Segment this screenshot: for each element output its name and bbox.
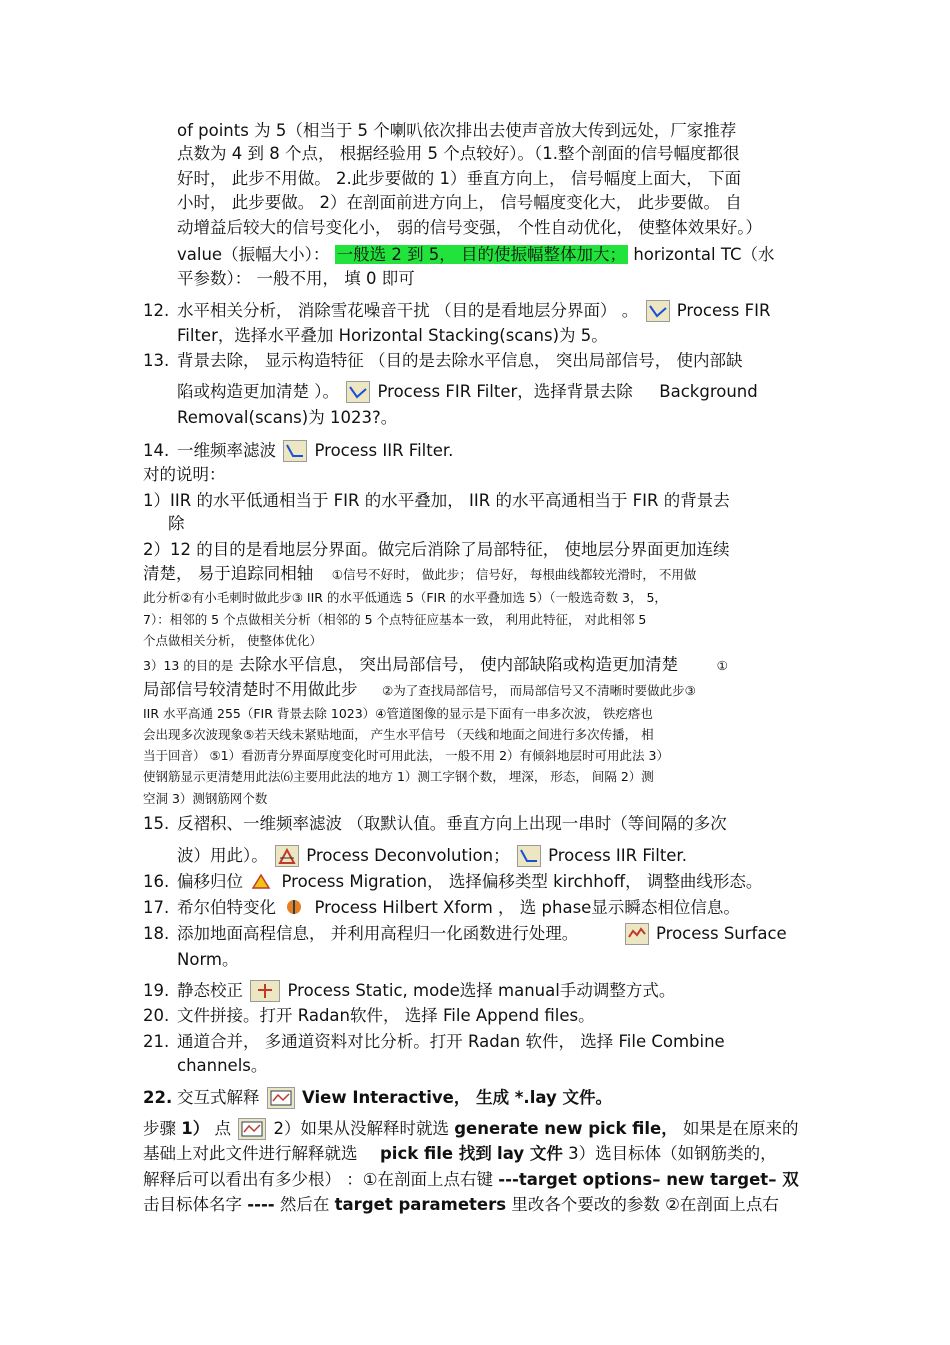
text-segment: 局部信号较清楚时不用做此步 [143,680,358,699]
text-line: 7）：相邻的 5 个点做相关分析（相邻的 5 个点特征应基本一致， 利用此特征， 对此相邻 5 [143,612,647,627]
fir-filter-icon[interactable] [646,300,670,322]
text-line: Filter，选择水平叠加 Horizontal Stacking(scans)为 5。 [177,326,608,345]
list-number: 20. [143,1006,170,1025]
text-line: 此分析②有小毛刺时做此步③ IIR 的水平低通选 5（FIR 的水平叠加选 5）（一般选奇数 3， 5， [143,590,667,605]
text-line [177,244,775,266]
text-segment: pick file 找到 [380,1144,492,1163]
text-line: 点数为 4 到 8 个点， 根据经验用 5 个点较好）。（1.整个剖面的信号幅度都很 [177,144,740,163]
list-number: 13. [143,351,170,370]
text-line [177,897,740,919]
text-line: 空洞 3）测钢筋网个数 [143,791,268,806]
text-line: 动增益后较大的信号变化小， 弱的信号变强， 个性自动优化， 使整体效果好。） [177,218,762,237]
list-number: 14. [143,441,170,460]
text-segment: 水平相关分析， 消除雪花噪音干扰 （目的是看地层分界面） 。 [177,301,639,320]
text-line: 当于回音） ⑤1）看沥青分界面厚度变化时可用此法， 一般不用 2）有倾斜地层时可用此法 3） [143,748,669,763]
text-segment: generate new pick file， [454,1119,678,1138]
iir-filter-icon[interactable] [517,845,541,867]
text-line: Norm。 [177,950,239,969]
text-line [143,1118,798,1140]
text-segment: Process FIR Filter，选择背景去除 [377,382,633,401]
text-segment: value（振幅大小）： [177,245,330,264]
text-line [177,845,687,867]
text-segment: 步骤 [143,1119,176,1138]
text-line [177,1087,612,1109]
text-line: Removal(scans)为 1023?。 [177,408,398,427]
text-segment: lay 文件 [497,1144,563,1163]
text-segment: 2）如果从没解释时就选 [273,1119,449,1138]
list-number: 15. [143,814,170,833]
migration-icon[interactable] [250,871,274,893]
text-line [177,381,758,403]
text-segment: 偏移归位 [177,872,243,891]
text-line [143,679,696,701]
text-line: 会出现多次波现象⑤若天线未紧贴地面， 产生水平信号 （天线和地面之间进行多次传播， 相 [143,727,654,742]
text-line [177,300,770,322]
text-line: channels。 [177,1056,268,1075]
text-segment: Process Migration， 选择偏移类型 kirchhoff， 调整曲线形态。 [281,872,763,891]
iir-filter-icon[interactable] [283,440,307,462]
text-segment: Background [659,382,758,401]
text-segment: Process Deconvolution； [306,846,510,865]
list-number: 22. [143,1088,173,1107]
list-number: 16. [143,872,170,891]
highlighted-text: 一般选 2 到 5， 目的使振幅整体加大； [336,245,627,264]
text-line: 除 [168,514,185,533]
text-line: 个点做相关分析， 使整体优化） [143,633,322,648]
text-segment: ---- [247,1195,275,1214]
text-line: 背景去除， 显示构造特征 （目的是去除水平信息， 突出局部信号， 使内部缺 [177,351,743,370]
text-segment: 如果是在原来的 [682,1119,799,1138]
text-segment: horizontal TC（水 [633,245,775,264]
text-line: 2）12 的目的是看地层分界面。做完后消除了局部特征， 使地层分界面更加连续 [143,540,730,559]
text-segment: Process IIR Filter. [314,441,454,460]
interactive-view-icon[interactable] [267,1087,295,1109]
interactive-view-icon[interactable] [238,1118,266,1140]
text-segment: 添加地面高程信息， 并利用高程归一化函数进行处理。 [177,924,579,943]
text-segment: 1） [181,1119,210,1138]
text-line: 通道合并， 多通道资料对比分析。打开 Radan 软件， 选择 File Combine [177,1032,725,1051]
text-line [177,980,675,1002]
text-segment: Process Surface [656,924,787,943]
text-line: 好时， 此步不用做。 2.此步要做的 1）垂直方向上， 信号幅度上面大， 下面 [177,169,741,188]
text-line: 反褶积、一维频率滤波 （取默认值。垂直方向上出现一串时（等间隔的多次 [177,814,727,833]
text-segment: 点 [214,1119,231,1138]
text-line: of points 为 5（相当于 5 个喇叭依次排出去使声音放大传到远处，厂家推荐 [177,121,737,140]
text-segment: Process Static, mode选择 manual手动调整方式。 [287,981,676,1000]
text-line: 使钢筋显示更清楚用此法⑹主要用此法的地方 1）测工字钢个数， 埋深， 形态， 间隔 2）测 [143,769,654,784]
text-line [143,563,696,585]
text-segment: View Interactive， 生成 *.lay 文件。 [302,1088,612,1107]
text-segment: ① [716,658,728,673]
list-number: 17. [143,898,170,917]
text-segment: ②为了查找局部信号， 而局部信号又不清晰时要做此步③ [382,683,696,698]
text-line: 对的说明： [143,465,226,484]
text-segment: Process FIR [676,301,771,320]
list-number: 21. [143,1032,170,1051]
text-segment: 去除水平信息， 突出局部信号， 使内部缺陷或构造更加清楚 [238,655,679,674]
list-number: 18. [143,924,170,943]
text-line: 文件拼接。打开 Radan软件， 选择 File Append files。 [177,1006,595,1025]
text-segment: target parameters [334,1195,507,1214]
deconvolution-icon[interactable] [275,845,299,867]
text-segment: 希尔伯特变化 [177,898,276,917]
text-segment: 基础上对此文件进行解释就选 [143,1144,358,1163]
text-segment: 静态校正 [177,981,243,1000]
list-number: 12. [143,301,170,320]
text-segment: Process Hilbert Xform ， 选 phase显示瞬态相位信息。 [314,898,740,917]
text-line [177,440,453,462]
fir-filter-icon[interactable] [346,381,370,403]
text-segment: 清楚， 易于追踪同相轴 [143,564,314,583]
list-number: 19. [143,981,170,1000]
text-segment: 波）用此）。 [177,846,268,865]
static-icon[interactable] [250,980,280,1002]
text-line: 1）IIR 的水平低通相当于 FIR 的水平叠加， IIR 的水平高通相当于 FIR 的背景去 [143,491,730,510]
text-segment: 交互式解释 [177,1088,260,1107]
text-segment: 然后在 [279,1195,330,1214]
text-segment: 3）13 的目的是 [143,658,234,673]
surface-norm-icon[interactable] [625,923,649,945]
text-line: 平参数）： 一般不用， 填 0 即可 [177,269,415,288]
text-line [143,1169,799,1191]
text-segment: Process IIR Filter. [548,846,687,865]
text-segment: 解释后可以看出有多少根） ：①在剖面上点右键 [143,1170,494,1189]
text-line [177,923,787,945]
text-segment: 陷或构造更加清楚 ）。 [177,382,339,401]
text-segment: 3）选目标体（如钢筋类的， [568,1144,777,1163]
text-segment: 里改各个要改的参数 ②在剖面上点右 [511,1195,779,1214]
text-segment: ①信号不好时， 做此步； 信号好， 每根曲线都较光滑时， 不用做 [331,567,697,582]
text-line [177,871,762,893]
text-segment: ---target options– new target– 双 [498,1170,799,1189]
hilbert-icon[interactable] [283,897,307,919]
text-line: IIR 水平高通 255（FIR 背景去除 1023）④管道图像的显示是下面有一串多次波， 铁疙瘩也 [143,706,653,721]
text-line [143,1143,777,1165]
text-segment: 击目标体名字 [143,1195,242,1214]
text-line: 小时， 此步要做。 2）在剖面前进方向上， 信号幅度变化大， 此步要做。 自 [177,193,742,212]
text-line [143,654,728,676]
text-segment: 一维频率滤波 [177,441,276,460]
text-line [143,1194,779,1216]
